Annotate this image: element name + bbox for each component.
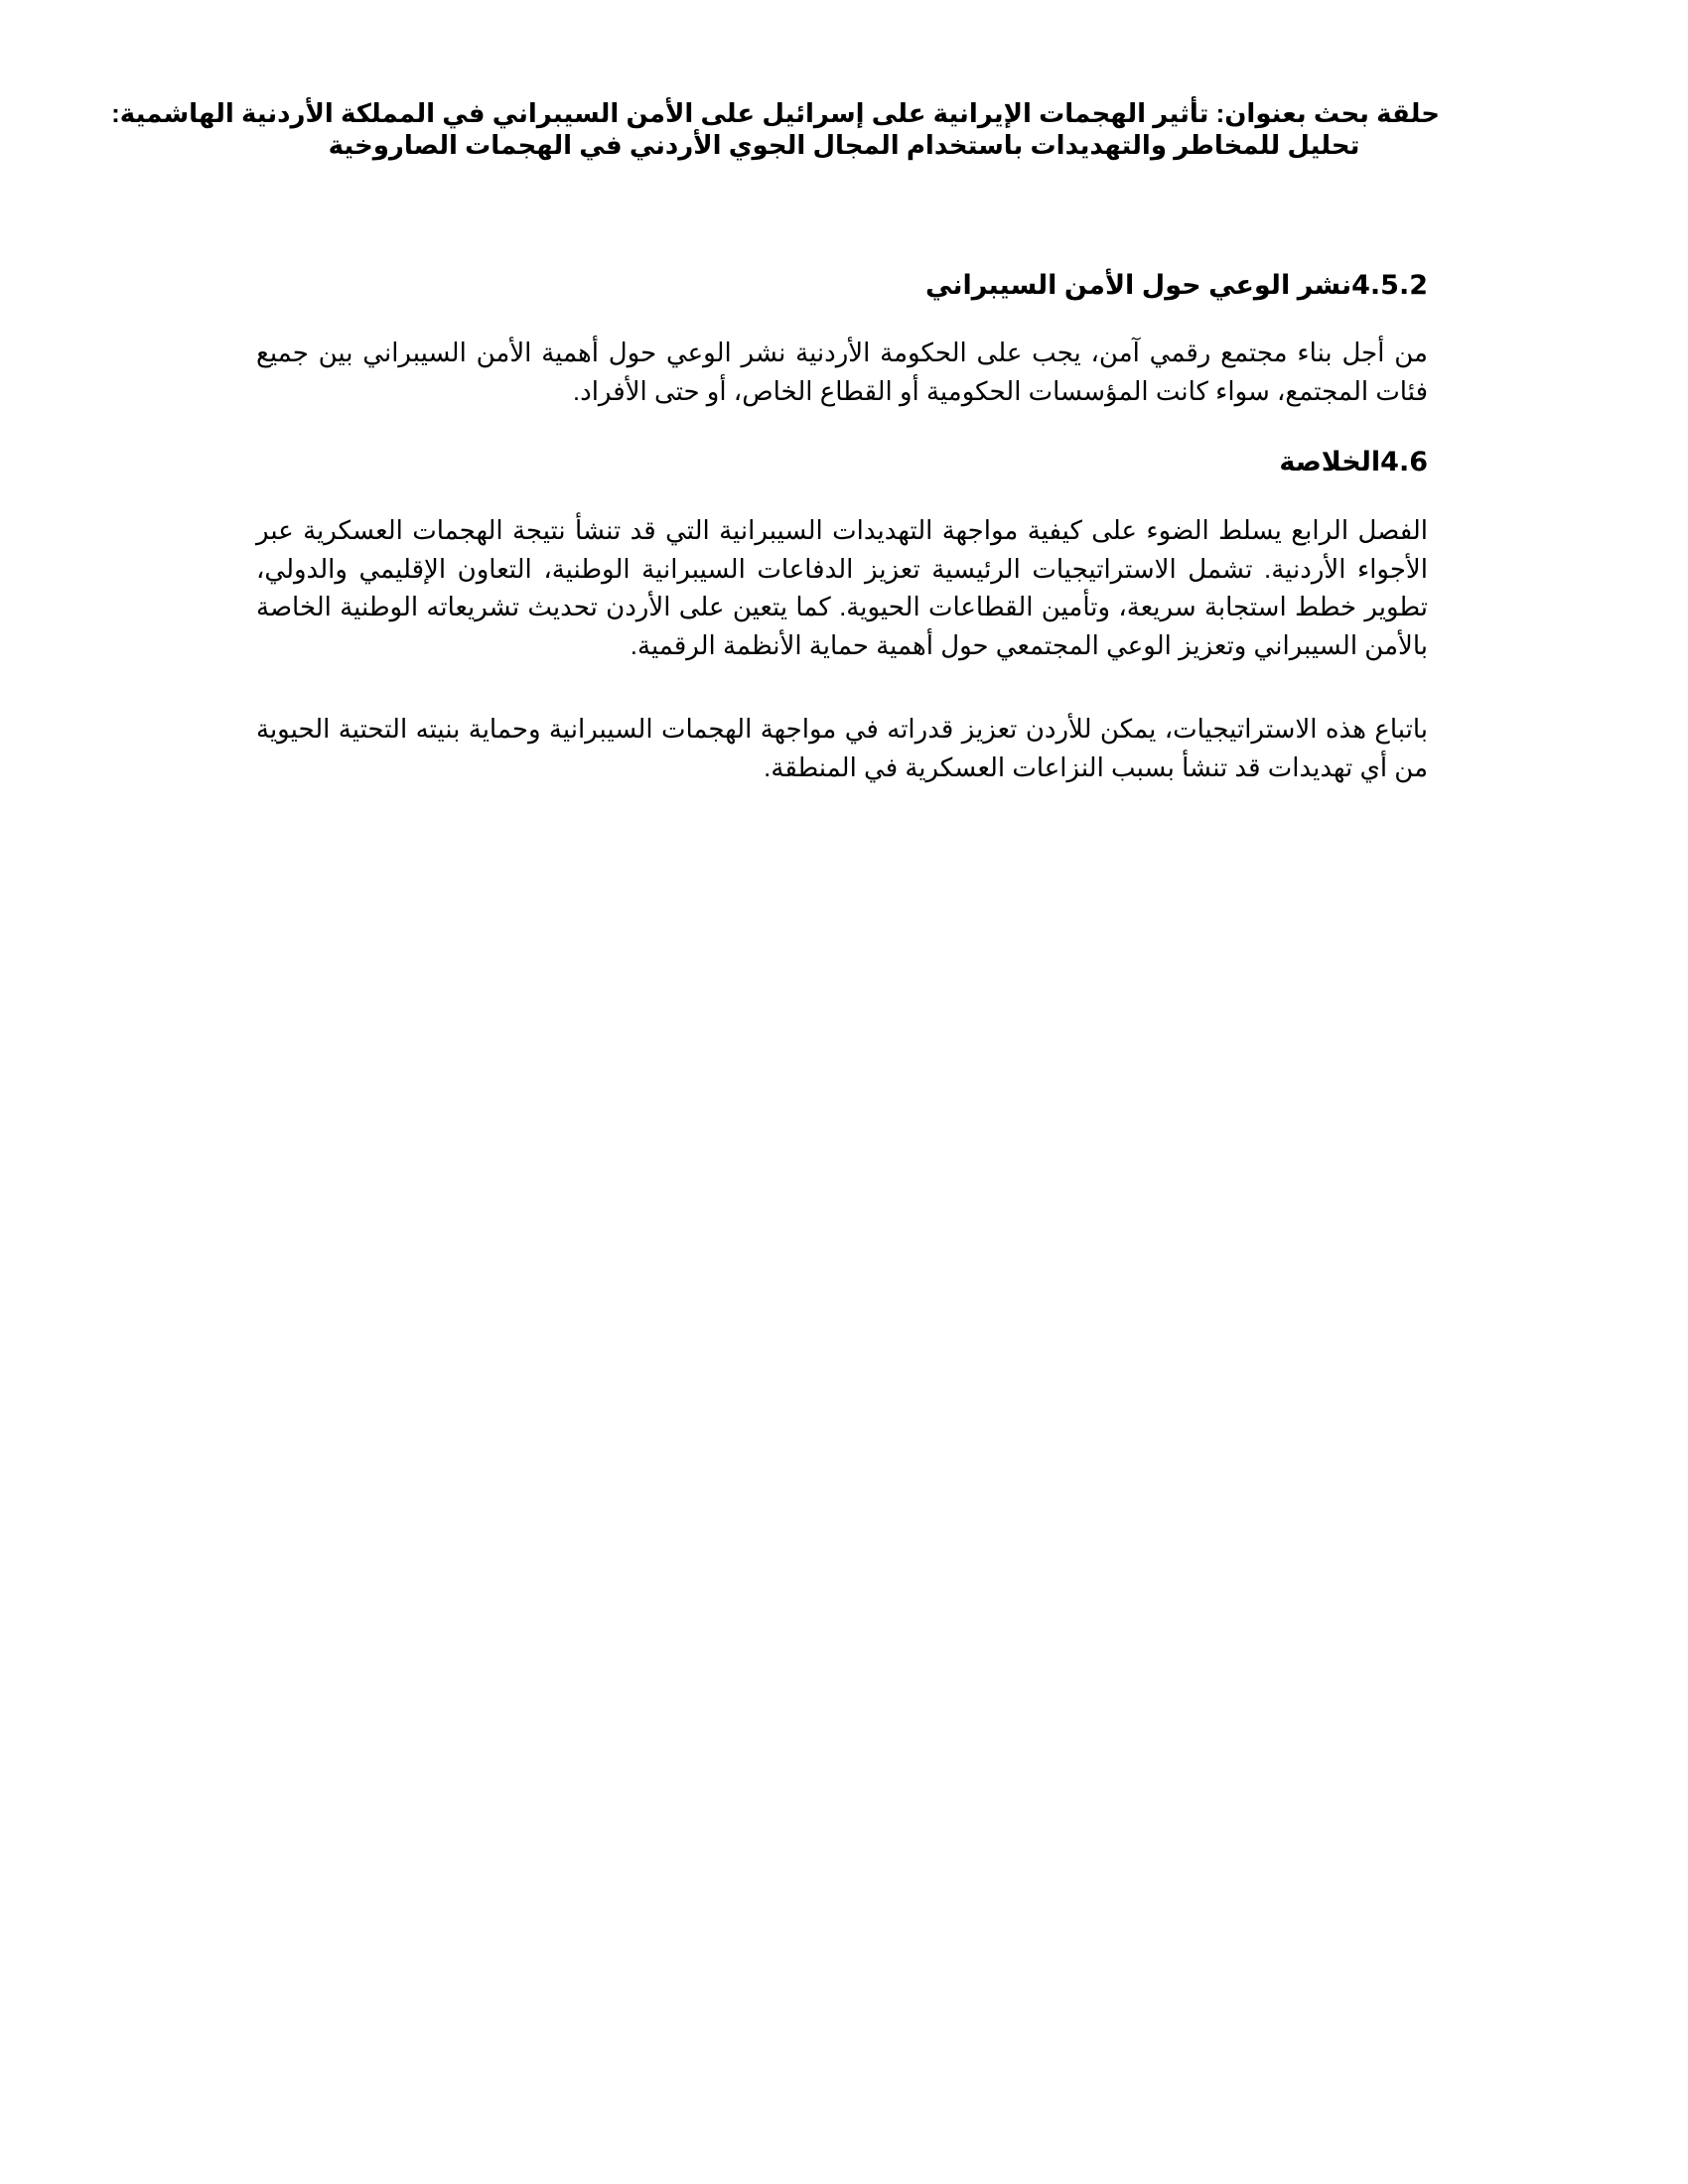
section-heading-4-6	[256, 445, 1428, 479]
paragraph-awareness: من أجل بناء مجتمع رقمي آمن، يجب على الحكومة الأردنية نشر الوعي حول أهمية الأمن السيبراني بين جميع فئات المجتمع، سواء كانت المؤسسات الحكومية أو القطاع الخاص، أو حتى الأفراد.	[256, 338, 1428, 406]
paragraph-conclusion-2: باتباع هذه الاستراتيجيات، يمكن للأردن تعزيز قدراته في مواجهة الهجمات السيبرانية وحماية بنيته التحتية الحيوية من أي تهديدات قد تنشأ بسبب النزاعات العسكرية في المنطقة.	[256, 714, 1428, 782]
section-number: 4.5.2	[1351, 270, 1428, 301]
header-title-line-2: تحليل للمخاطر والتهديدات باستخدام المجال الجوي الأردني في الهجمات الصاروخية	[328, 130, 1360, 160]
section-heading-4-5-2	[256, 268, 1428, 303]
section-title: نشر الوعي حول الأمن السيبراني	[925, 270, 1352, 300]
section-title: الخلاصة	[1279, 447, 1381, 477]
paragraph-conclusion-1: الفصل الرابع يسلط الضوء على كيفية مواجهة التهديدات السيبرانية التي قد تنشأ نتيجة الهجمات العسكرية عبر الأجواء الأردنية. تشمل الاستراتيجيات الرئيسية تعزيز الدفاعات السيبرانية الوطنية، التعاون الإقليمي والدولي، تطوير خطط استجابة سريعة، وتأمين القطاعات الحيوية. كما يتعين على الأردن تحديث تشريعاته الوطنية الخاصة بالأمن السيبراني وتعزيز الوعي المجتمعي حول أهمية حماية الأنظمة الرقمية.	[256, 515, 1428, 660]
page-header	[111, 97, 1440, 161]
header-title-line-1: حلقة بحث بعنوان: تأثير الهجمات الإيرانية على إسرائيل على الأمن السيبراني في المملكة الأردنية الهاشمية:	[111, 98, 1440, 128]
section-number: 4.6	[1380, 447, 1428, 478]
